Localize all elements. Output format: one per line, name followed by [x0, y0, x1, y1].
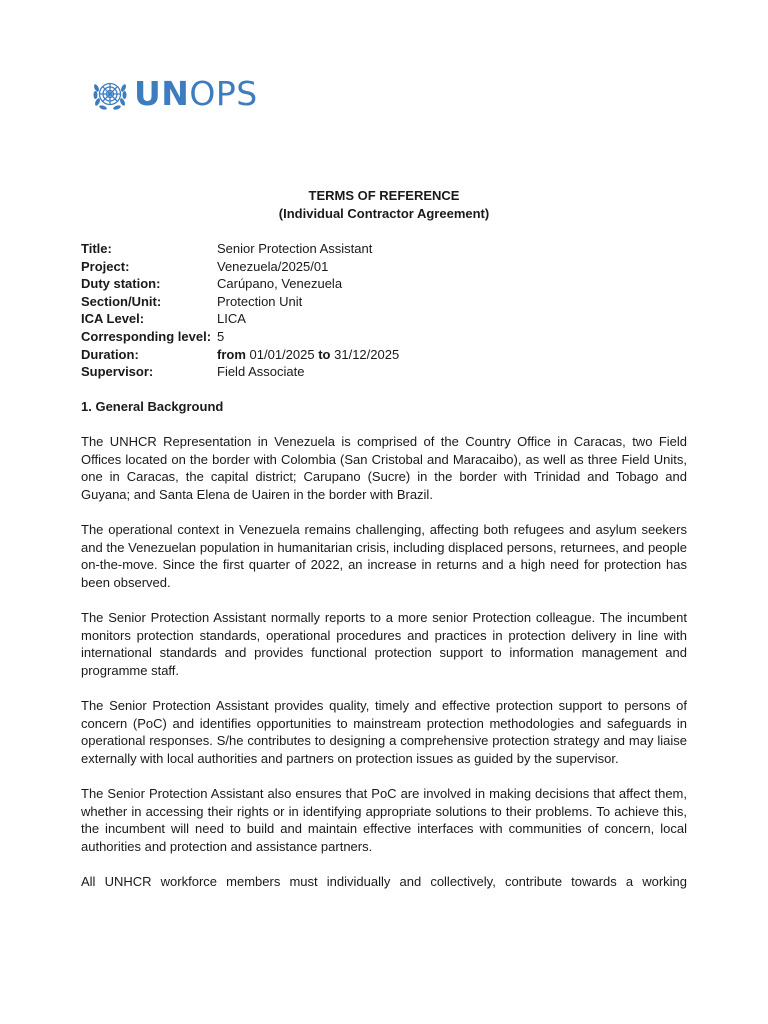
meta-label: Section/Unit: [81, 293, 162, 309]
meta-label: Supervisor: [81, 364, 154, 380]
meta-label: Corresponding level: [81, 328, 212, 344]
paragraph: All UNHCR workforce members must individually and collectively, contribute towards a working [81, 874, 687, 889]
meta-value: 5 [217, 328, 225, 344]
paragraph: The Senior Protection Assistant normally reports to a more senior Protection colleague. The incumbent monitors protection standards, operational procedures and practices in protection delivery in line with international standards and provides functional protection support to information management and programme staff. [81, 610, 687, 678]
meta-value: Senior Protection Assistant [217, 241, 373, 256]
paragraph: The Senior Protection Assistant provides quality, timely and effective protection support to persons of concern (PoC) and identifies opportunities to mainstream protection methodologies and safeguards in operational responses. S/he contributes to designing a comprehensive protection strategy and may liaise externally with local authorities and partners on protection issues as guided by the supervisor. [81, 698, 687, 766]
meta-value [217, 346, 399, 364]
paragraph: The operational context in Venezuela remains challenging, affecting both refugees and asylum seekers and the Venezuelan population in humanitarian crisis, including displaced persons, returnees, and people on-the-move. Since the first quarter of 2022, an increase in returns and a high need for protection has been observed. [81, 522, 687, 590]
unops-logo [92, 76, 258, 112]
meta-value: Protection Unit [217, 293, 303, 309]
heading-subtitle: (Individual Contractor Agreement) [278, 205, 490, 221]
meta-label: Title: [81, 241, 112, 256]
meta-value: LICA [217, 311, 246, 327]
section-title-general-background: 1. General Background [81, 399, 224, 414]
logo-ops-text: OPS [189, 74, 258, 113]
un-emblem-icon [92, 76, 128, 112]
meta-label: Project: [81, 258, 130, 274]
meta-row-duty-station [81, 275, 399, 293]
duration-to-word: to [318, 346, 331, 362]
logo-wordmark [134, 76, 258, 112]
duration-from-word: from [217, 346, 246, 362]
duration-to-date: 31/12/2025 [334, 346, 400, 362]
logo-un-text: UN [134, 74, 190, 113]
meta-value: Carúpano, Venezuela [217, 276, 343, 292]
meta-row-ica-level [81, 310, 399, 328]
meta-label: Duration: [81, 346, 139, 362]
meta-row-supervisor [81, 363, 399, 381]
meta-row-project [81, 258, 399, 276]
document-heading [0, 187, 768, 222]
heading-title: TERMS OF REFERENCE [308, 188, 460, 203]
meta-row-duration [81, 346, 399, 364]
meta-value: Field Associate [217, 364, 305, 380]
paragraph: The Senior Protection Assistant also ensures that PoC are involved in making decisions that affect them, whether in accessing their rights or in identifying appropriate solutions to their problems. To achieve this, the incumbent will need to build and maintain effective interfaces with communities of concern, local authorities and protection and assistance partners. [81, 786, 687, 854]
meta-table [81, 240, 399, 381]
meta-row-corresponding-level [81, 328, 399, 346]
duration-from-date: 01/01/2025 [249, 346, 315, 362]
meta-row-title [81, 240, 399, 258]
meta-label: ICA Level: [81, 311, 145, 327]
meta-value: Venezuela/2025/01 [217, 258, 329, 274]
meta-label: Duty station: [81, 276, 161, 292]
meta-row-section-unit [81, 293, 399, 311]
paragraph: The UNHCR Representation in Venezuela is comprised of the Country Office in Caracas, two Field Offices located on the border with Colombia (San Cristobal and Maracaibo), as well as three Field Units, one in Caracas, the capital district; Carupano (Sucre) in the border with Trinidad and Tobago and Guyana; and Santa Elena de Uairen in the border with Brazil. [81, 434, 687, 502]
